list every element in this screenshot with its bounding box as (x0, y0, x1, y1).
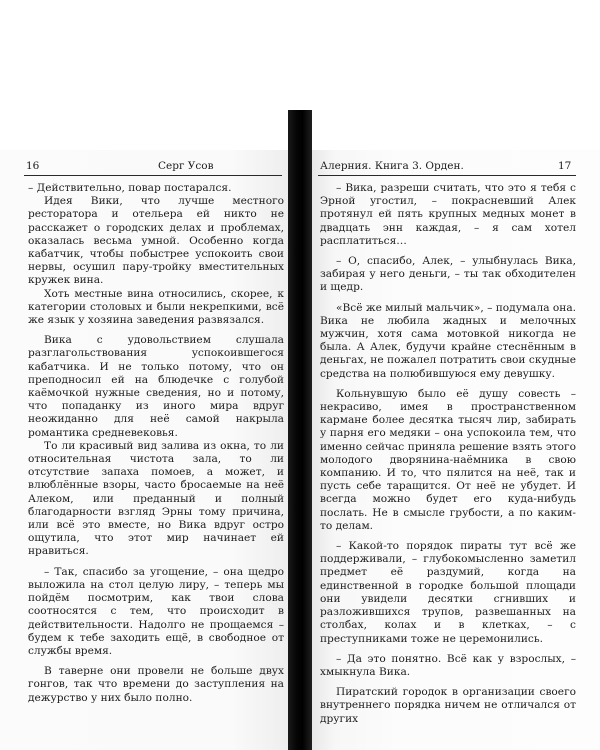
right-header-rule (318, 175, 576, 176)
paragraph: В таверне они провели не больше двух гонгов, так что времени до заступления на дежурство у них было полно. (28, 665, 284, 704)
paragraph: – Вика, разреши считать, что это я тебя с Эрной угостил, – покрасневший Алек протянул ей пять крупных медных монет в двадцать энн каждая, – я сам хотел расплатиться… (320, 182, 576, 247)
paragraph: – Какой-то порядок пираты тут всё же поддерживали, – глубокомысленно заметил предмет её раздумий, когда на единственной в городке большой площади они увидели десятки сгнивших и разложившихся трупов, развешанных на столбах, колах и в клетках, – с преступниками тоже не церемонились. (320, 540, 576, 645)
paragraph: Пиратский городок в организации своего внутреннего порядка ничем не отличался от других (320, 686, 576, 725)
paragraph: «Всё же милый мальчик», – подумала она. Вика не любила жадных и мелочных мужчин, хотя сама мотовкой никогда не была. А Алек, будучи крайне стеснённым в деньгах, не пожалел потратить свои скудные средства на полюбившуюся ему девушку. (320, 301, 577, 380)
paragraph: Вика с удовольствием слушала разглагольствования успокоившегося кабатчика. И не только потому, что он преподносил ей на блюдечке с голубой каёмочкой нужные сведения, но и потому, что попаданку из иного мира вдруг неожиданно для неё самой накрыла романтика средневековья. (28, 334, 284, 439)
right-page-number: 17 (558, 160, 572, 172)
paragraph: Идея Вики, что лучше местного ресторатора и отельера ей никто не расскажет о городских делах и проблемах, оказалась весьма умной. Особенно когда кабатчик, чтобы побыстрее успокоить свои нервы, осушил пару-тройку вместительных кружек вина. (28, 195, 284, 287)
paragraph: – О, спасибо, Алек, – улыбнулась Вика, забирая у него деньги, – ты так обходителен и щедр. (320, 255, 576, 294)
right-body-text (320, 182, 576, 726)
left-page-number: 16 (26, 160, 40, 172)
paragraph: Хоть местные вина относились, скорее, к категории столовых и были некрепкими, всё же язык у хозяина заведения развязался. (28, 287, 284, 327)
left-running-head: Серг Усов (158, 160, 214, 172)
paragraph: – Да это понятно. Всё как у взрослых, – хмыкнула Вика. (320, 652, 576, 678)
paragraph: – Так, спасибо за угощение, – она щедро выложила на стол целую лиру, – теперь мы пойдём посмотрим, как твои слова соотносятся с тем, что происходит в действительности. Надолго не прощаемся – будем к тебе заходить ещё, в свободное от службы время. (28, 565, 284, 657)
paragraph: Кольнувшую было её душу совесть – некрасиво, имея в пространственном кармане более десятка тысяч лир, забирать у парня его медяки – она успокоила тем, что именно сейчас приняла решение взять этого молодого дворянина-наёмника в свою компанию. И то, что пялится на неё, так и пусть себе таращится. От неё не убудет. И всегда можно будет его куда-нибудь послать. Не в смысле грубости, а по каким-то делам. (320, 387, 576, 532)
paragraph: – Действительно, повар постарался. (28, 182, 232, 194)
right-running-head: Алерния. Книга 3. Орден. (320, 160, 464, 172)
book-gutter (288, 110, 312, 750)
left-header-rule (24, 175, 282, 176)
left-body-text (28, 182, 284, 705)
paragraph: То ли красивый вид залива из окна, то ли относительная чистота зала, то ли отсутствие запаха помоев, а может, и влюблённые взоры, часто бросаемые на неё Алеком, или преданный и полный благодарности взгляд Эрны тому причина, или всё это вместе, но Вика вдруг остро ощутила, что этот мир начинает ей нравиться. (28, 439, 284, 558)
